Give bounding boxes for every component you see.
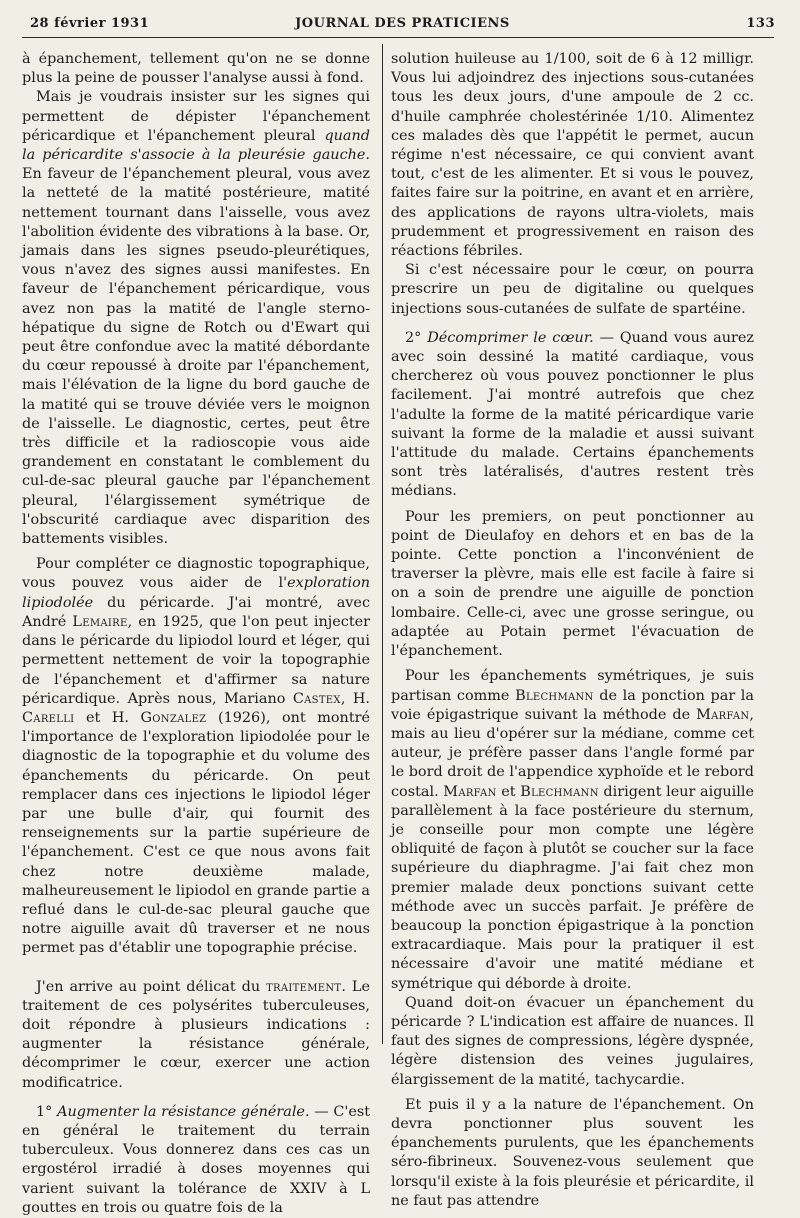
- paragraph: Si c'est nécessaire pour le cœur, on pourra prescrire un peu de digitaline ou quelques injections sous-cutanées de sulfate de spartéine.: [391, 262, 754, 317]
- paragraph: Quand doit-on évacuer un épanchement du péricarde ? L'indication est affaire de nuances. Il faut des signes de compressions, légère dyspnée, légère distension des veines jugulaires, élargissement de la matité, tachycardie.: [391, 994, 754, 1088]
- issue-date: 28 février 1931: [30, 16, 150, 31]
- subsection-heading: Augmenter la résistance générale.: [57, 1103, 310, 1120]
- author-name: Castex: [292, 690, 341, 707]
- author-name: Marfan: [696, 706, 750, 723]
- author-name: Marfan: [443, 783, 497, 800]
- paragraph: Pour compléter ce diagnostic topographique, vous pouvez vous aider de l'exploration lipiodolée du péricarde. J'ai montré, avec André Lemaire, en 1925, que l'on peut injecter dans le péricarde du lipiodol lourd et léger, qui permettent nettement de voir la topographie de l'épanchement et d'affirmer sa nature péricardique. Après nous, Mariano Castex, H. Carelli et H. Gonzalez (1926), ont montré l'importance de l'exploration lipiodolée pour le diagnostic de la topographie et du volume des épanchements du péricarde. On peut remplacer dans ces injections le lipiodol léger par une bulle d'air, qui fournit des renseignements sur la partie supérieure de l'épanchement. C'est ce que nous avons fait chez notre deuxième malade, malheureusement le lipiodol en grande partie a reflué dans le cul-de-sac pleural gauche que notre aiguille avait dû traverser et ne nous permet pas d'établir une topographie précise.: [22, 556, 370, 957]
- paragraph: à épanchement, tellement qu'on ne se donne plus la peine de pousser l'analyse aussi à fond.: [22, 51, 370, 87]
- left-column: [22, 50, 370, 1218]
- author-name: Blechmann: [520, 783, 599, 800]
- right-column: [391, 50, 754, 1211]
- subsection-heading: Décomprimer le cœur.: [427, 329, 594, 346]
- running-header: [30, 14, 775, 38]
- paragraph: 1° Augmenter la résistance générale. — C'est en général le traitement du terrain tuberculeux. Vous donnerez dans ces cas un ergostérol irradié à doses moyennes qui varient suivant la tolérance de XXIV à L gouttes en trois ou quatre fois de la: [22, 1103, 370, 1216]
- author-name: Lemaire: [72, 613, 128, 630]
- paragraph: Pour les premiers, on peut ponctionner au point de Dieulafoy en dehors et en bas de la pointe. Cette ponction a l'inconvénient de traverser la plèvre, mais elle est facile à faire si on a soin de prendre une aiguille de ponction lombaire. Celle-ci, avec une grosse seringue, ou adaptée au Potain permet l'évacuation de l'épanchement.: [391, 508, 754, 660]
- emphasis: quand la péricardite s'associe à la pleurésie gauche.: [22, 127, 370, 164]
- column-divider: [382, 44, 383, 1044]
- paragraph: Pour les épanchements symétriques, je suis partisan comme Blechmann de la ponction par la voie épigastrique suivant la méthode de Marfan, mais au lieu d'opérer sur la médiane, comme cet auteur, je préfère passer dans l'angle formé par le bord droit de l'appendice xyphoïde et le rebord costal. Marfan et Blechmann dirigent leur aiguille parallèlement à la face postérieure du sternum, je conseille pour mon compte une légère obliquité de façon à plutôt se coucher sur la face supérieure du diaphragme. J'ai fait chez mon premier malade deux ponctions suivant cette méthode avec un succès parfait. Je préfère de beaucoup la ponction épigastrique à la ponction extracardiaque. Mais pour la pratiquer il est nécessaire d'avoir une matité médiane et symétrique qui déborde à droite.: [391, 668, 754, 992]
- paragraph: 2° Décomprimer le cœur. — Quand vous aurez avec soin dessiné la matité cardiaque, vous chercherez où vous pouvez ponctionner le plus facilement. J'ai montré autrefois que chez l'adulte la forme de la matité péricardique varie suivant la forme de la maladie et aussi suivant l'attitude du malade. Certains épanchements sont très latéralisés, d'autres restent très médians.: [391, 329, 754, 500]
- journal-title: JOURNAL DES PRATICIENS: [295, 16, 510, 31]
- paragraph: Et puis il y a la nature de l'épanchement. On devra ponctionner plus souvent les épanchements purulents, que les épanchements séro-fibrineux. Souvenez-vous seulement que lorsqu'il existe à la fois pleurésie et péricardite, il ne faut pas attendre: [391, 1096, 754, 1209]
- paragraph: solution huileuse au 1/100, soit de 6 à 12 milligr. Vous lui adjoindrez des injections sous-cutanées tous les deux jours, d'une ampoule de 2 cc. d'huile camphrée cholestérinée 1/10. Alimentez ces malades dès que l'appétit le permet, aucun régime n'est nécessaire, ce qui convient avant tout, c'est de les alimenter. Et si vous le pouvez, faites faire sur la poitrine, en avant et en arrière, des applications de rayons ultra-violets, mais prudemment et progressivement en raison des réactions fébriles.: [391, 51, 754, 260]
- page-number: 133: [746, 16, 775, 31]
- paragraph: J'en arrive au point délicat du traitement. Le traitement de ces polysérites tuberculeuses, doit répondre à plusieurs indications : augmenter la résistance générale, décomprimer le cœur, exercer une action modificatrice.: [22, 978, 370, 1091]
- header-rule: [22, 37, 774, 38]
- author-name: Gonzalez: [140, 709, 207, 726]
- paragraph: Mais je voudrais insister sur les signes qui permettent de dépister l'épanchement péricardique et l'épanchement pleural quand la péricardite s'associe à la pleurésie gauche. En faveur de l'épanchement pleural, vous avez la netteté de la matité postérieure, matité nettement tournant dans l'aisselle, vous avez l'abolition évidente des vibrations à la base. Or, jamais dans les signes pseudo-pleurétiques, vous n'avez des signes aussi manifestes. En faveur de l'épanchement péricardique, vous avez non pas la matité de l'angle sterno-hépatique du signe de Rotch ou d'Ewart qui peut être confondue avec la matité débordante du cœur repoussé à droite par l'épanchement, mais l'élévation de la ligne du bord gauche de la matité qui se trouve déviée vers le moignon de l'aisselle. Le diagnostic, certes, peut être très difficile et la radioscopie vous aide grandement en constatant le comblement du cul-de-sac pleural gauche par l'épanchement pleural, l'élargissement symétrique de l'obscurité cardiaque avec disparition des battements visibles.: [22, 89, 370, 548]
- section-keyword: traitement: [266, 978, 342, 995]
- emphasis: exploration lipiodolée: [22, 575, 370, 611]
- author-name: Carelli: [22, 709, 75, 726]
- author-name: Blechmann: [515, 687, 594, 704]
